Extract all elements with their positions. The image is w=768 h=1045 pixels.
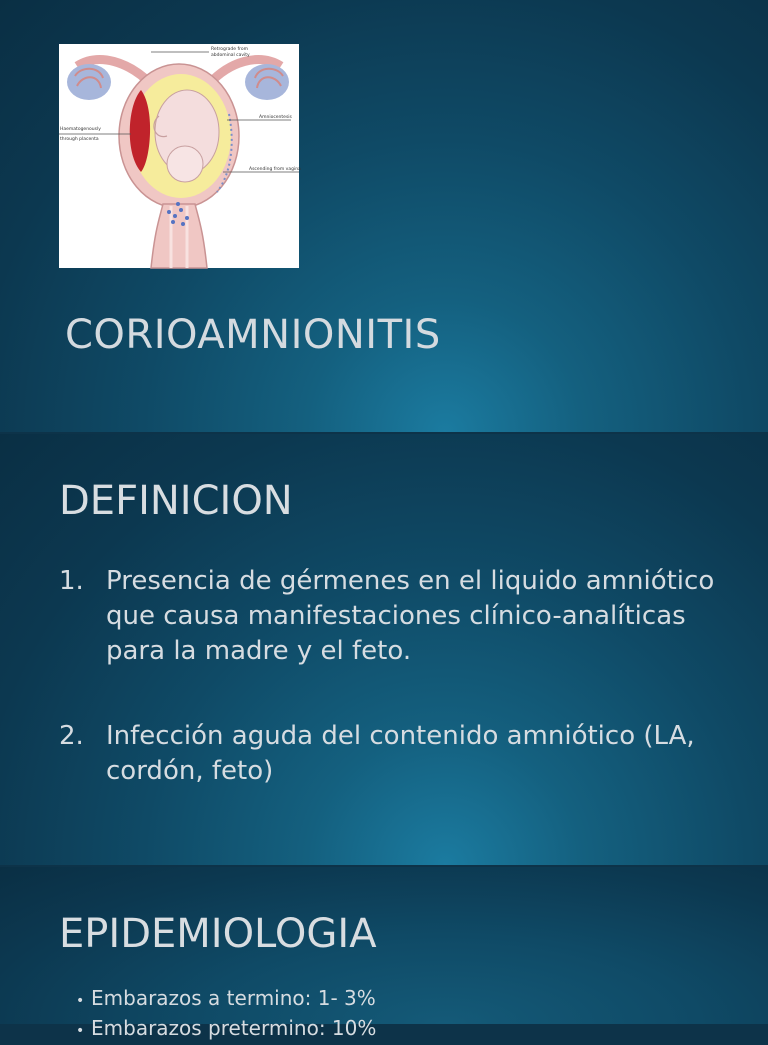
uterus-infection-diagram xyxy=(59,44,299,268)
bullet-icon: • xyxy=(76,1023,85,1039)
epidemiology-slide xyxy=(0,867,768,1040)
bullet-icon: • xyxy=(76,993,85,1009)
label-retrograde-line2: abdominal cavity xyxy=(211,53,250,58)
label-retrograde-line1: Retrograde from xyxy=(211,47,248,52)
cervix-vagina xyxy=(151,204,207,268)
list-text: Infección aguda del contenido amniótico (LA, cordón, feto) xyxy=(106,721,695,786)
title-slide xyxy=(0,0,768,432)
label-haematogenous-line2: through placenta xyxy=(60,137,99,142)
label-amniocentesis: Amniocentesis xyxy=(259,115,292,120)
definition-heading: DEFINICION xyxy=(59,478,293,524)
definition-list xyxy=(59,564,719,789)
list-text: Embarazos a termino: 1- 3% xyxy=(91,986,376,1010)
epidemiology-list xyxy=(76,985,376,1045)
list-number: 2. xyxy=(59,721,84,751)
list-item xyxy=(59,564,719,669)
epidemiology-heading: EPIDEMIOLOGIA xyxy=(59,911,377,957)
list-text: Embarazos pretermino: 10% xyxy=(91,1016,377,1040)
definition-slide xyxy=(0,434,768,865)
list-number: 1. xyxy=(59,566,84,596)
slide-title: CORIOAMNIONITIS xyxy=(65,312,441,358)
label-ascending-vagina: Ascending from vagina xyxy=(249,167,301,172)
list-item xyxy=(76,1015,376,1045)
label-haematogenous-line1: Haematogenously xyxy=(60,127,101,132)
list-text: Presencia de gérmenes en el liquido amniótico que causa manifestaciones clínico-analíticas para la madre y el feto. xyxy=(106,566,715,666)
uterus-diagram-drawing xyxy=(59,44,299,268)
list-item xyxy=(59,719,719,789)
list-item xyxy=(76,985,376,1015)
